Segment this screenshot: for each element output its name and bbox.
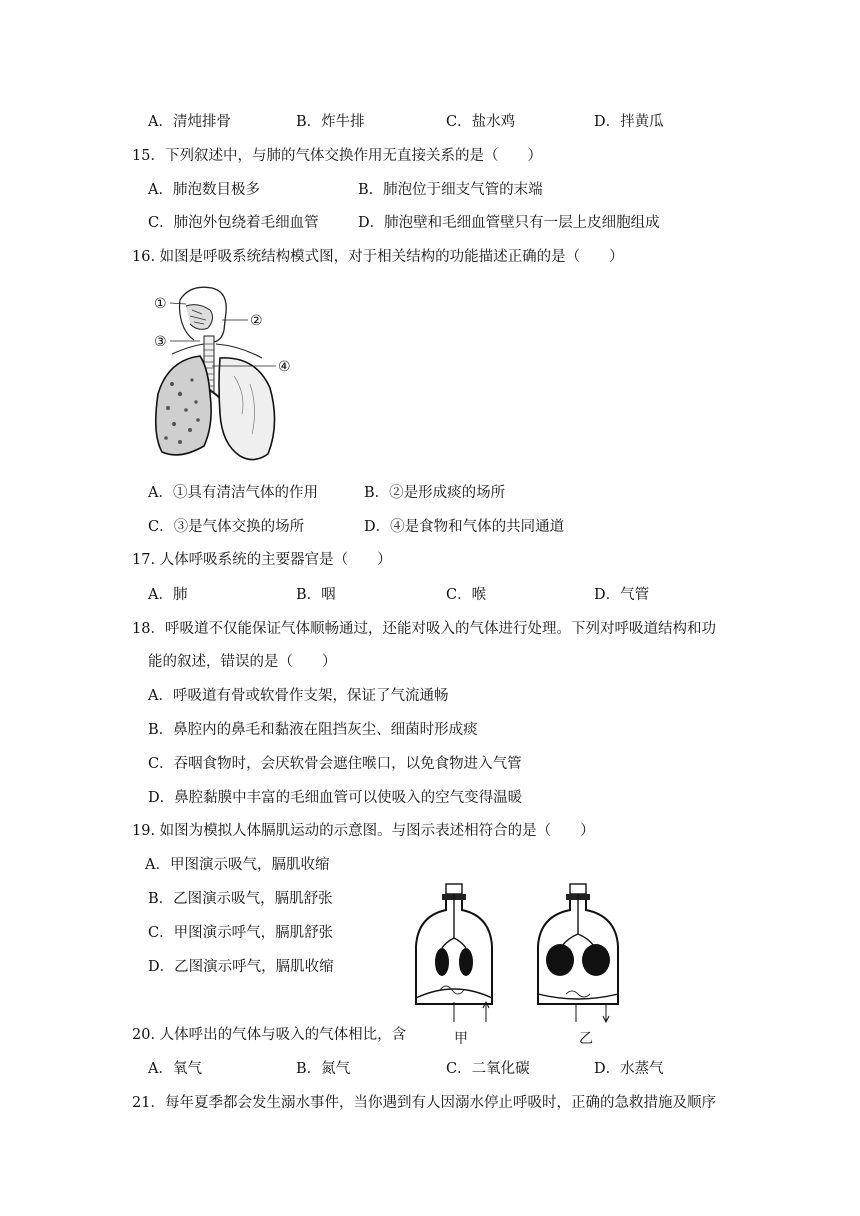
- option-d: D．④是食物和气体的共同通道: [364, 519, 565, 535]
- question-16-stem: 16. 如图是呼吸系统结构模式图，对于相关结构的功能描述正确的是（ ）: [132, 249, 624, 265]
- respiratory-system-diagram: [150, 284, 300, 466]
- option-b: B．咽: [296, 587, 336, 603]
- option-a: A．呼吸道有骨或软骨作支架，保证了气流通畅: [148, 688, 449, 704]
- label-yi: 乙: [579, 1031, 593, 1047]
- question-15-stem: 15．下列叙述中，与肺的气体交换作用无直接关系的是（ ）: [132, 148, 542, 164]
- option-c: C．肺泡外包绕着毛细血管: [148, 215, 319, 231]
- option-b: B．乙图演示吸气，膈肌舒张: [148, 891, 333, 907]
- option-d: D．肺泡壁和毛细血管壁只有一层上皮细胞组成: [358, 215, 660, 231]
- option-b: B．鼻腔内的鼻毛和黏液在阻挡灰尘、细菌时形成痰: [148, 722, 478, 738]
- option-a: A．①具有清洁气体的作用: [148, 485, 318, 501]
- question-21-stem: 21．每年夏季都会发生溺水事件，当你遇到有人因溺水停止呼吸时，正确的急救措施及顺序: [132, 1095, 716, 1111]
- label-1: ①: [154, 296, 167, 312]
- option-a: A．氧气: [148, 1061, 202, 1077]
- option-d: D．拌黄瓜: [594, 114, 664, 130]
- jar-jia: [416, 884, 492, 1022]
- option-d: D．鼻腔黏膜中丰富的毛细血管可以使吸入的空气变得温暖: [148, 790, 523, 806]
- diaphragm-model-diagram: [406, 876, 636, 1052]
- label-3: ③: [154, 334, 167, 350]
- option-a: A．清炖排骨: [148, 114, 231, 130]
- jar-yi: [538, 884, 618, 1022]
- option-c: C．盐水鸡: [446, 114, 516, 130]
- option-a: A．肺泡数目极多: [148, 182, 260, 198]
- option-c: C．吞咽食物时，会厌软骨会遮住喉口，以免食物进入气管: [148, 756, 522, 772]
- option-b: B．氮气: [296, 1061, 351, 1077]
- question-20-stem: 20. 人体呼出的气体与吸入的气体相比，含: [132, 1027, 407, 1043]
- option-a: A．甲图演示吸气，膈肌收缩: [145, 857, 330, 873]
- option-c: C．二氧化碳: [446, 1061, 530, 1077]
- option-b: B．肺泡位于细支气管的末端: [358, 182, 543, 198]
- option-b: B．炸牛排: [296, 114, 365, 130]
- option-a: A．肺: [148, 587, 188, 603]
- question-17-stem: 17. 人体呼吸系统的主要器官是（ ）: [132, 552, 392, 568]
- label-4: ④: [278, 359, 291, 375]
- option-d: D．乙图演示呼气，膈肌收缩: [148, 959, 334, 975]
- question-19-stem: 19. 如图为模拟人体膈肌运动的示意图。与图示表述相符合的是（ ）: [132, 823, 595, 839]
- question-18-stem-line2: 能的叙述，错误的是（ ）: [148, 654, 337, 670]
- option-c: C．③是气体交换的场所: [148, 519, 305, 535]
- option-d: D．气管: [594, 587, 650, 603]
- question-18-stem-line1: 18．呼吸道不仅能保证气体顺畅通过，还能对吸入的气体进行处理。下列对呼吸道结构和功: [132, 621, 716, 637]
- option-b: B．②是形成痰的场所: [364, 485, 506, 501]
- option-d: D．水蒸气: [594, 1061, 664, 1077]
- option-c: C．甲图演示呼气，膈肌舒张: [148, 925, 334, 941]
- label-jia: 甲: [454, 1031, 468, 1047]
- label-2: ②: [250, 313, 263, 329]
- option-c: C．喉: [446, 587, 487, 603]
